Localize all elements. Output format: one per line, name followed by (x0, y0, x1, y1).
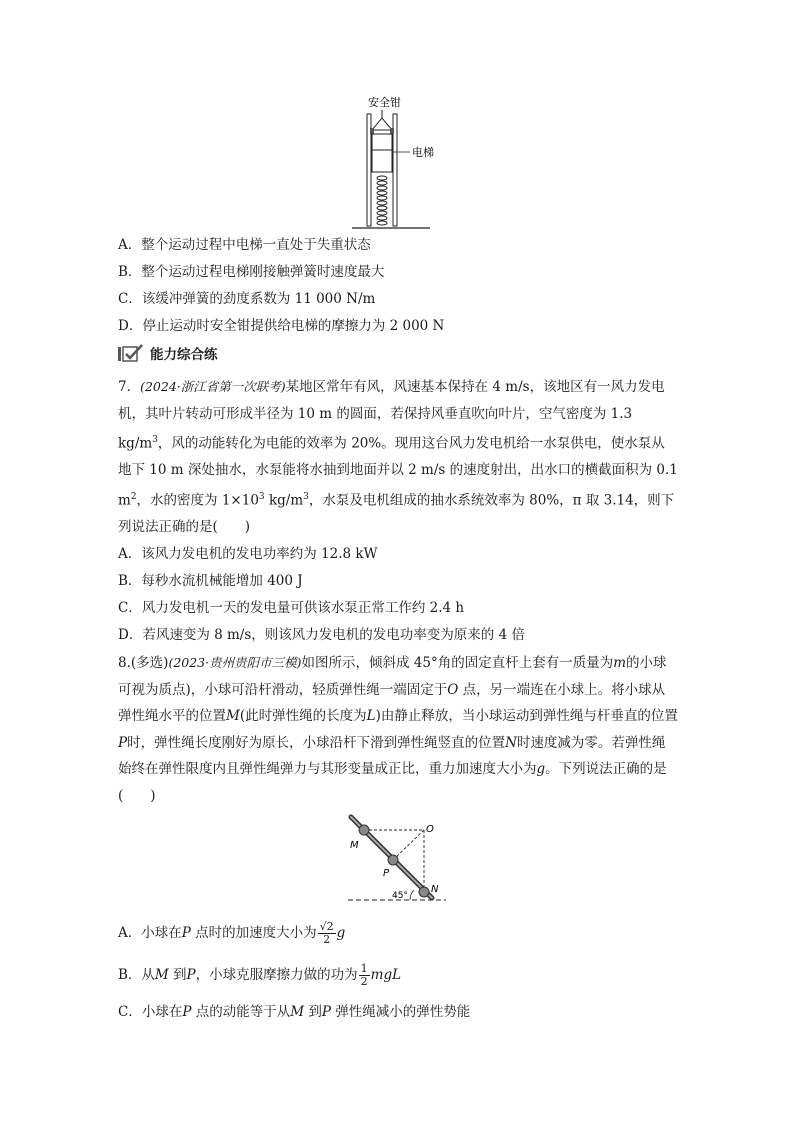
q6-option-b: B．整个运动过程电梯刚接触弹簧时速度最大 (118, 264, 385, 280)
q7-option-b: B．每秒水流机械能增加 400 J (118, 573, 303, 589)
section-header (118, 343, 218, 363)
q6-option-a: A．整个运动过程中电梯一直处于失重状态 (118, 237, 371, 253)
fraction: $\frac{1}{2}$ (360, 962, 368, 988)
angle-label: 45° (392, 891, 408, 901)
q6-option-c: C．该缓冲弹簧的劲度系数为 11 000 N/m (118, 291, 376, 307)
point-p-label: P (383, 868, 390, 879)
q8-option-b: B．从M 到P，小球克服摩擦力做的功为 $\frac{1}{2}$ mgL (118, 962, 402, 988)
point-m-label: M (350, 840, 359, 851)
safety-clamp-label: 安全钳 (368, 96, 401, 109)
q8-stem: 8.(多选)(2023·贵州贵阳市三模)如图所示，倾斜成 45°角的固定直杆上套有一质量为m的小球可视为质点)，小球可沿杆滑动，轻质弹性绳一端固定于O 点，另一端连在小球上。将小球从弹性绳水平的位置M(此时弹性绳的长度为L)由静止释放，当小球运动到弹性绳与杆垂直的位置P时，弹性绳长度刚好为原长，小球沿杆下滑到弹性绳竖直的位置N时速度减为零。若弹性绳始终在弹性限度内且弹性绳弹力与其形变量成正比，重力加速度大小为g。下列说法正确的是( ) (118, 655, 678, 804)
q8-source: (2023·贵州贵阳市三模) (168, 655, 302, 670)
section-title: 能力综合练 (150, 347, 218, 363)
q8-option-a: A．小球在P 点时的加速度大小为 $\frac{√2}{2}$ g (118, 920, 346, 946)
q7-number: 7． (118, 379, 141, 395)
fraction: $\frac{√2}{2}$ (319, 920, 334, 946)
q7-option-d: D．若风速变为 8 m/s，则该风力发电机的发电功率变为原来的 4 倍 (118, 627, 525, 643)
q8-option-c: C．小球在P 点的动能等于从M 到P 弹性绳减小的弹性势能 (118, 1004, 471, 1020)
elevator-figure (350, 92, 460, 232)
q7-stem: 7．(2024·浙江省第一次联考)某地区常年有风，风速基本保持在 4 m/s，该地区有一风力发电机，其叶片转动可形成半径为 10 m 的圆面，若保持风垂直吹向叶片，空气密度为 1.3 $kg/m^3$，风的动能转化为电能的效率为 20%。现用这台风力发电机给一水泵供电，使水泵从地下 10 m 深处抽水，水泵能将水抽到地面并以 2 m/s 的速度射出，出水口的横截面积为 0.1 $m^2$，水的密度为 $1\times 10^3$ $kg/m^3$，水泵及电机组成的抽水系统效率为 80%，π 取 3.14，则下列说法正确的是( ) (118, 379, 678, 535)
elevator-label: 电梯 (412, 146, 434, 159)
q7-option-a: A．该风力发电机的发电功率约为 12.8 kW (118, 546, 378, 562)
point-n-label: N (431, 884, 439, 895)
q7-source: (2024·浙江省第一次联考) (140, 379, 286, 394)
point-o-label: O (426, 824, 434, 835)
q6-option-d: D．停止运动时安全钳提供给电梯的摩擦力为 2 000 N (118, 318, 445, 334)
checkmark-icon (118, 344, 144, 362)
rod-figure (340, 812, 450, 904)
q7-option-c: C．风力发电机一天的发电量可供该水泵正常工作约 2.4 h (118, 600, 465, 616)
